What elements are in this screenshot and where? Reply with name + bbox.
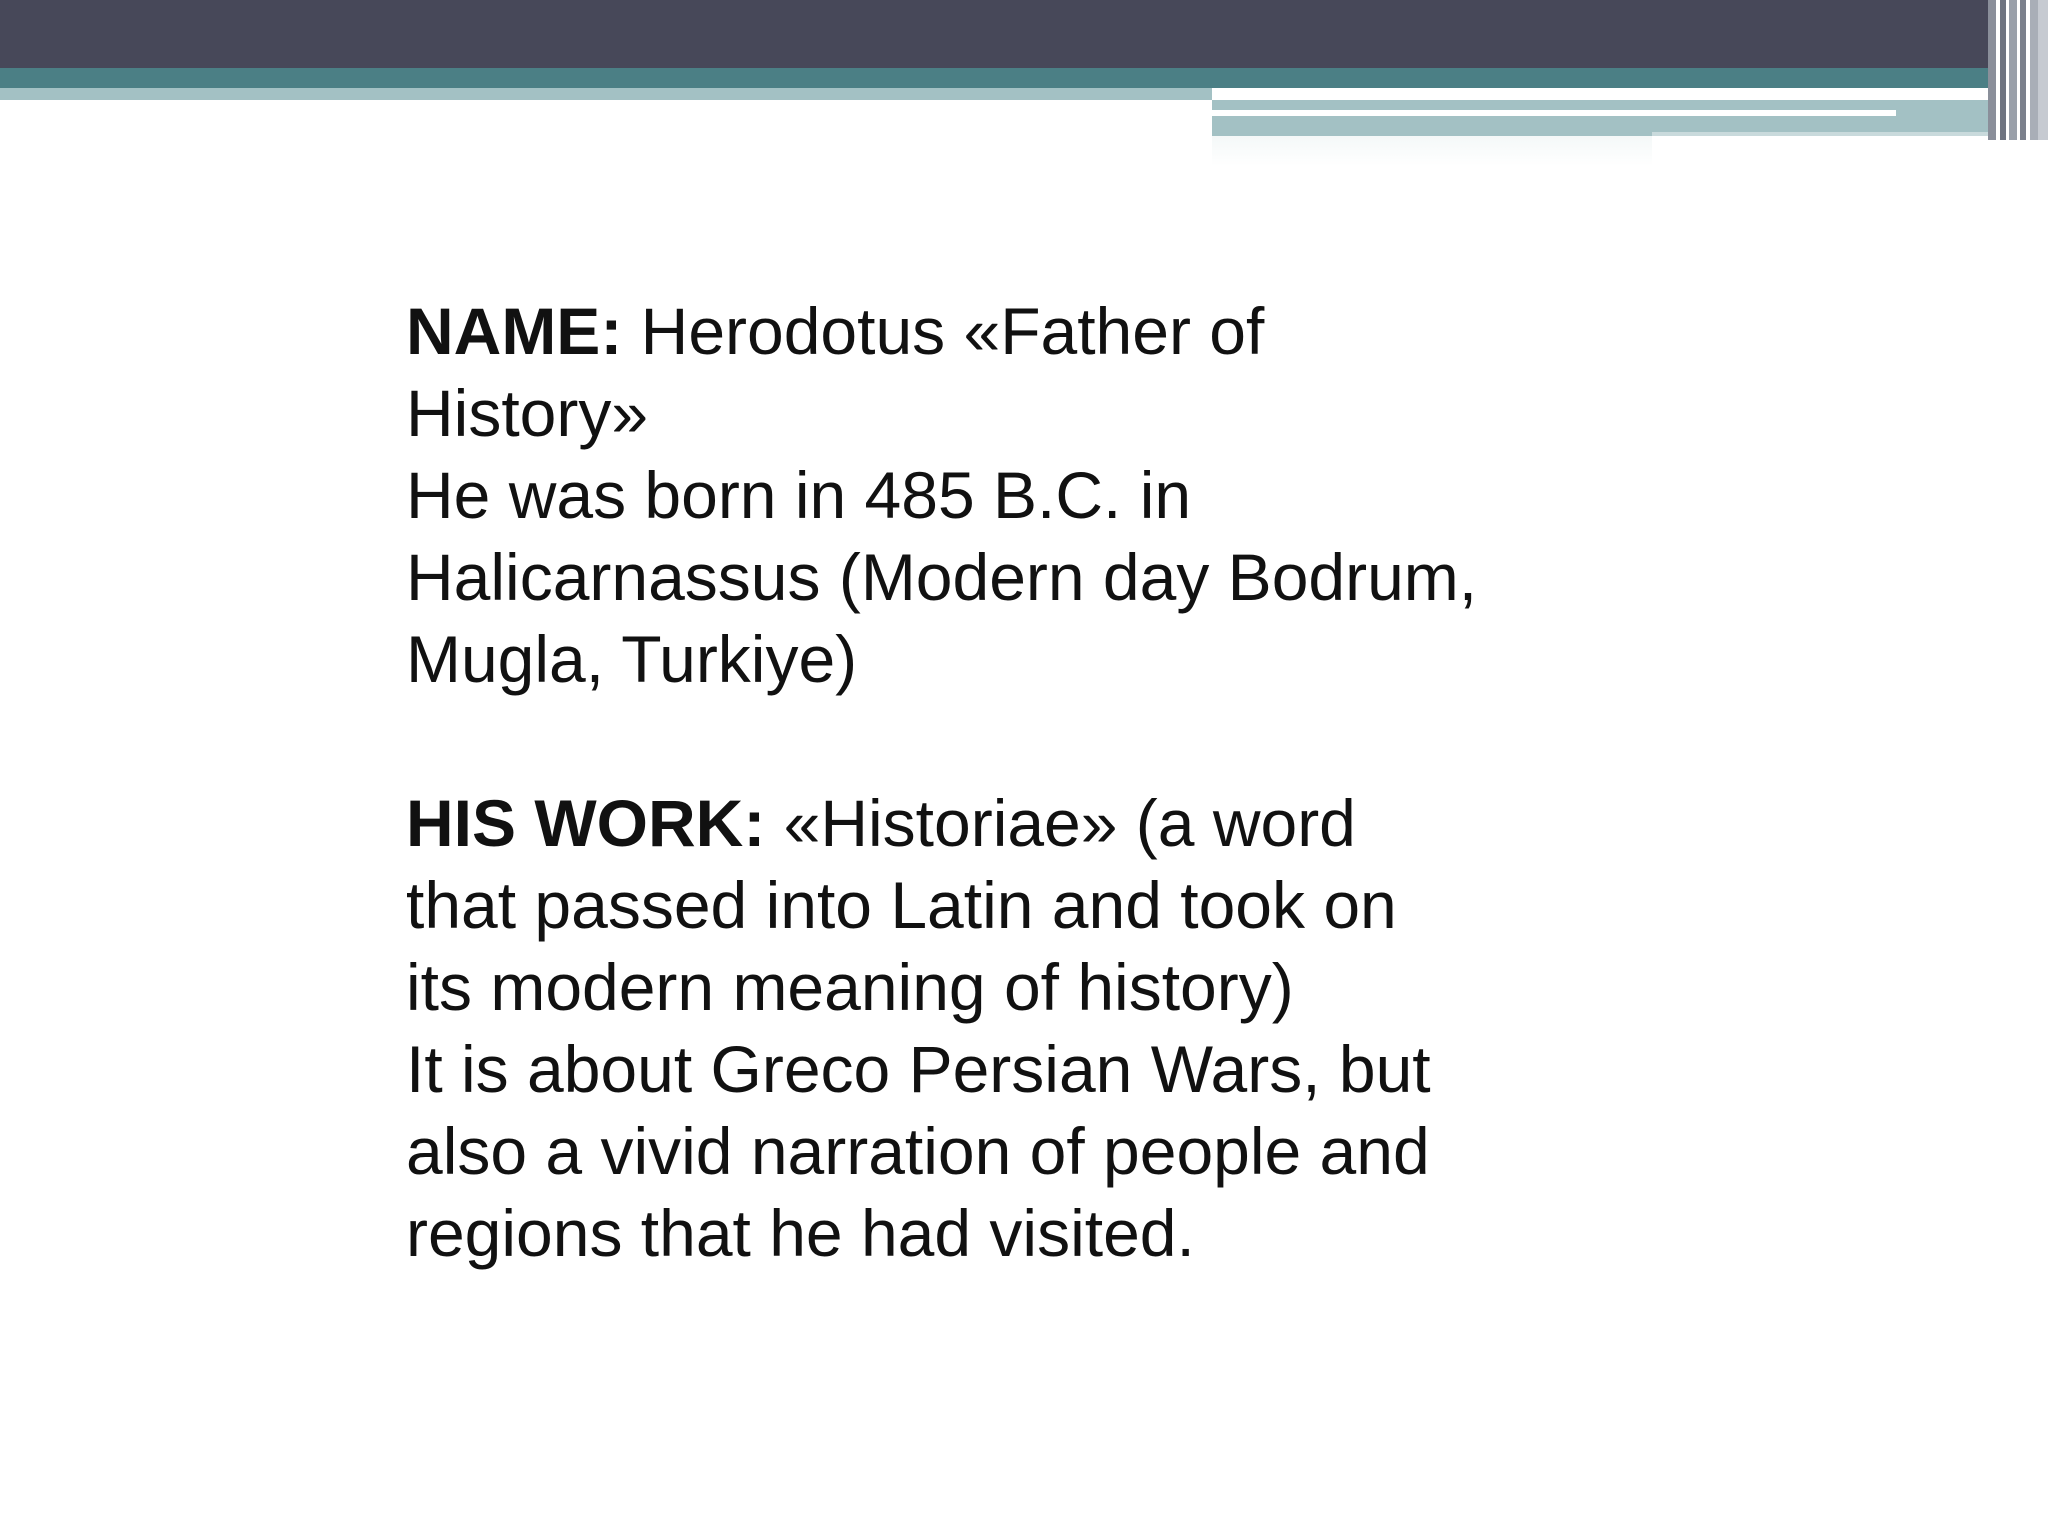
header-fade: [1212, 136, 1652, 166]
about-line-2: also a vivid narration of people and: [406, 1114, 1430, 1188]
name-label: NAME:: [406, 294, 623, 368]
born-line-2: Halicarnassus (Modern day Bodrum,: [406, 540, 1478, 614]
born-line-1: He was born in 485 B.C. in: [406, 458, 1192, 532]
about-line-1: It is about Greco Persian Wars, but: [406, 1032, 1431, 1106]
header-lighter-band: [1212, 120, 1652, 136]
paragraph-gap: [406, 700, 1566, 782]
about-line-3: regions that he had visited.: [406, 1196, 1195, 1270]
slide-body: [406, 290, 1566, 1274]
header-white-line: [1212, 110, 1896, 116]
work-line-2: that passed into Latin and took on: [406, 868, 1397, 942]
work-text: «Historiae» (a word: [765, 786, 1356, 860]
header-teal-band: [0, 68, 2048, 88]
name-line-1: [406, 290, 1566, 372]
name-line-2: History»: [406, 376, 649, 450]
work-line-1: [406, 782, 1566, 864]
header-corner-stripes: [1988, 0, 2048, 140]
work-line-3: its modern meaning of history): [406, 950, 1294, 1024]
name-text: Herodotus «Father of: [622, 294, 1265, 368]
header-dark-band: [0, 0, 2048, 68]
born-line-3: Mugla, Turkiye): [406, 622, 858, 696]
header-light-band-left: [0, 88, 1212, 100]
work-label: HIS WORK:: [406, 786, 766, 860]
